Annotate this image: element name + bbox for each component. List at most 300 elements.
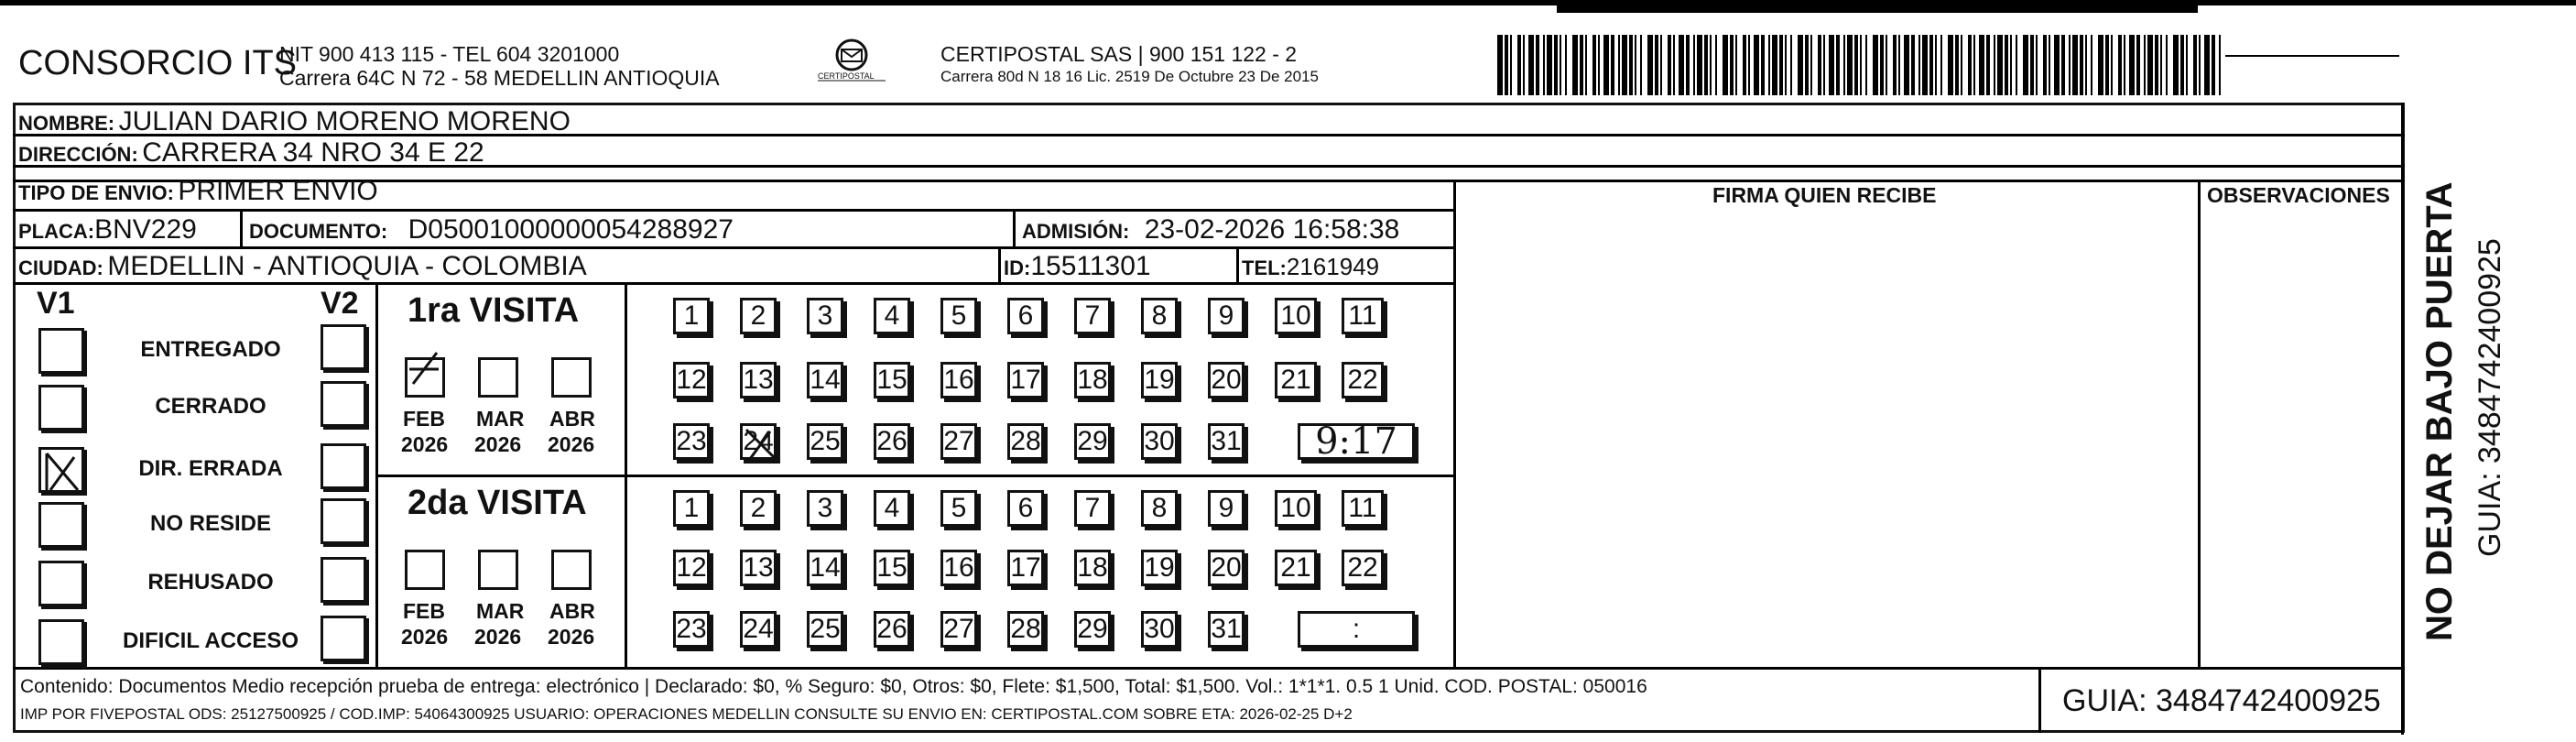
day-cell[interactable] [1074, 550, 1111, 586]
barcode-bar [2010, 35, 2012, 95]
day-cell[interactable] [740, 611, 777, 648]
day-number: 3 [817, 300, 833, 331]
day-cell[interactable] [1141, 490, 1178, 527]
day-cell[interactable] [940, 298, 977, 334]
day-cell[interactable] [1141, 362, 1178, 398]
barcode-bar [1748, 35, 1750, 95]
day-number: 10 [1280, 493, 1311, 523]
document-label: DOCUMENTO: [249, 220, 388, 243]
day-cell[interactable] [673, 362, 710, 398]
day-cell[interactable] [940, 611, 977, 648]
day-cell[interactable] [740, 362, 777, 398]
month-checkbox[interactable] [551, 357, 592, 398]
barcode-bar [1730, 35, 1734, 95]
day-cell[interactable] [1141, 423, 1178, 460]
barcode-bar [1979, 35, 1984, 95]
day-number: 26 [876, 614, 908, 644]
admission-value: 23-02-2026 16:58:38 [1144, 214, 1400, 245]
day-cell[interactable] [807, 490, 843, 527]
day-number: 29 [1077, 426, 1108, 456]
status-label: DIFICIL ACCESO [122, 628, 299, 653]
day-cell[interactable] [807, 550, 843, 586]
day-number: 24 [743, 426, 774, 456]
status-v2-checkbox[interactable] [321, 557, 366, 603]
visit-title: 2da VISITA [408, 484, 587, 522]
barcode-bar [2155, 35, 2158, 95]
day-cell[interactable] [807, 611, 843, 648]
barcode-bar [2193, 35, 2197, 95]
barcode-bar [1598, 35, 1600, 95]
carrier-line1: CERTIPOSTAL SAS | 900 151 122 - 2 [940, 42, 1298, 66]
barcode-bar [2124, 35, 2125, 95]
address-label: DIRECCIÓN: [18, 143, 138, 166]
barcode-bar [1948, 35, 1953, 95]
status-label: NO RESIDE [149, 511, 272, 536]
top-edge-mark [1557, 5, 2198, 13]
visit-time-box[interactable] [1298, 420, 1415, 463]
day-cell[interactable] [874, 423, 910, 460]
barcode-bar [2129, 35, 2135, 95]
day-cell[interactable] [1208, 550, 1245, 586]
day-cell[interactable] [673, 298, 710, 334]
day-cell[interactable] [1007, 611, 1044, 648]
barcode-bar [1798, 35, 1803, 95]
day-number: 29 [1077, 614, 1108, 644]
day-number: 19 [1144, 552, 1175, 583]
day-cell[interactable] [1342, 490, 1384, 527]
day-number: 17 [1010, 365, 1041, 395]
barcode-bar [1886, 35, 1887, 95]
handwritten-x-mark [41, 450, 83, 492]
day-number: 30 [1144, 614, 1175, 644]
barcode-bar [1611, 35, 1614, 95]
day-number: 20 [1211, 365, 1242, 395]
day-number: 15 [876, 552, 908, 583]
visit-time-box[interactable] [1298, 611, 1415, 648]
barcode-bar [2147, 35, 2153, 95]
day-number: 28 [1010, 614, 1041, 644]
day-number: 24 [743, 614, 774, 644]
day-number: 9 [1218, 493, 1234, 523]
day-number: 8 [1151, 493, 1168, 523]
barcode-bar [1973, 35, 1975, 95]
day-cell[interactable] [740, 490, 777, 527]
barcode-bar [1997, 35, 2003, 95]
day-number: 22 [1347, 552, 1378, 583]
month-label: FEB [403, 407, 445, 431]
day-number: 23 [676, 614, 707, 644]
barcode-bar [1961, 35, 1962, 95]
day-cell[interactable] [673, 423, 710, 460]
day-cell[interactable] [940, 490, 977, 527]
barcode-bar [1994, 35, 1995, 95]
v2-header: V2 [321, 286, 359, 321]
status-label: ENTREGADO [140, 337, 281, 362]
barcode-bar [1635, 35, 1636, 95]
day-number: 11 [1348, 300, 1377, 331]
barcode-bar [1543, 35, 1545, 95]
observations-title: OBSERVACIONES [2207, 183, 2390, 207]
day-number: 18 [1077, 365, 1108, 395]
barcode-bar [2204, 35, 2210, 95]
barcode-bar [2080, 35, 2083, 95]
barcode-bar [2166, 35, 2168, 95]
company-address: Carrera 64C N 72 - 58 MEDELLIN ANTIOQUIA [279, 66, 720, 90]
day-cell[interactable] [1074, 423, 1111, 460]
barcode-bar [1940, 35, 1942, 95]
day-number: 16 [943, 552, 974, 583]
barcode-bar [2030, 35, 2034, 95]
day-cell[interactable] [1208, 611, 1245, 648]
barcode-bar [1854, 35, 1858, 95]
barcode-bar [1935, 35, 1937, 95]
barcode-bar [1779, 35, 1783, 95]
barcode-rule [2225, 55, 2399, 57]
month-label: MAR [476, 599, 525, 623]
day-cell[interactable] [874, 298, 910, 334]
day-number: 19 [1144, 365, 1175, 395]
status-label: DIR. ERRADA [138, 456, 283, 481]
status-v1-checkbox[interactable] [38, 619, 84, 665]
status-v1-checkbox[interactable] [38, 447, 84, 493]
day-cell[interactable] [807, 298, 843, 334]
barcode-bar [2005, 35, 2008, 95]
handwritten-check-mark [406, 349, 442, 386]
day-cell[interactable] [1275, 362, 1317, 398]
day-cell[interactable] [673, 550, 710, 586]
barcode-bar [2043, 35, 2047, 95]
tel-label: TEL: [1242, 256, 1287, 279]
recipient-address: CARRERA 34 NRO 34 E 22 [142, 137, 484, 168]
barcode-bar [1743, 35, 1746, 95]
barcode-bar [1904, 35, 1909, 95]
barcode-bar [1585, 35, 1587, 95]
barcode-bar [1629, 35, 1633, 95]
day-number: 7 [1084, 300, 1101, 331]
barcode-bar [1761, 35, 1765, 95]
day-cell[interactable] [1141, 550, 1178, 586]
day-number: 25 [810, 426, 841, 456]
envelope-icon [810, 37, 893, 90]
day-cell[interactable] [673, 490, 710, 527]
day-number: 5 [951, 493, 967, 523]
v1-header: V1 [37, 286, 75, 321]
day-number: 21 [1280, 365, 1311, 395]
day-number: 9 [1218, 300, 1234, 331]
day-cell[interactable] [1141, 611, 1178, 648]
barcode-bar [1572, 35, 1578, 95]
plate-value: BNV229 [94, 214, 197, 245]
month-year: 2026 [474, 432, 522, 456]
day-cell[interactable] [1007, 362, 1044, 398]
barcode-bar [1865, 35, 1867, 95]
company-nit: NIT 900 413 115 - TEL 604 3201000 [279, 42, 620, 66]
status-v2-checkbox[interactable] [321, 381, 366, 427]
day-number: 12 [676, 365, 707, 395]
month-year: 2026 [401, 432, 449, 456]
day-cell[interactable] [1275, 490, 1317, 527]
barcode-bar [1547, 35, 1552, 95]
barcode-bar [1693, 35, 1695, 95]
barcode-bar [1565, 35, 1567, 95]
day-cell[interactable] [1275, 550, 1317, 586]
barcode-bar [1523, 35, 1525, 95]
day-cell[interactable] [1208, 298, 1245, 334]
barcode-bar [1710, 35, 1712, 95]
signature-title: FIRMA QUIEN RECIBE [1712, 183, 1937, 207]
day-cell[interactable] [1342, 362, 1384, 398]
barcode-bar [1785, 35, 1787, 95]
day-number: 18 [1077, 552, 1108, 583]
visit-time: 9:17 [1315, 420, 1397, 463]
barcode-bar [1618, 35, 1620, 95]
admission-label: ADMISIÓN: [1022, 220, 1130, 243]
barcode-bar [1655, 35, 1658, 95]
day-number: 6 [1017, 493, 1034, 523]
handwritten-x-mark [743, 426, 779, 463]
day-number: 27 [943, 426, 974, 456]
barcode-bar [2054, 35, 2060, 95]
day-number: 8 [1151, 300, 1168, 331]
status-label: REHUSADO [147, 570, 274, 595]
barcode-bar [1955, 35, 1959, 95]
barcode-bar [1810, 35, 1812, 95]
status-v1-checkbox[interactable] [38, 502, 84, 548]
barcode-bar [1735, 35, 1737, 95]
day-number: 13 [743, 365, 774, 395]
barcode-bar [1843, 35, 1845, 95]
barcode-bar [1898, 35, 1900, 95]
footer-print-info: IMP POR FIVEPOSTAL ODS: 25127500925 / COD.IMP: 54064300925 USUARIO: OPERACIONES MEDELLIN CONSULTE SU ENVIO EN: CERTIPOSTAL.COM SOBRE ETA: 2026-02-25 D+2 [20, 705, 1353, 723]
day-cell[interactable] [673, 611, 710, 648]
barcode-bar [1823, 35, 1825, 95]
barcode-bar [1754, 35, 1759, 95]
visit-title: 1ra VISITA [408, 291, 580, 330]
day-number: 1 [683, 300, 700, 331]
barcode-bar [2180, 35, 2184, 95]
barcode-bar [2212, 35, 2215, 95]
barcode-bar [1922, 35, 1928, 95]
city-label: CIUDAD: [18, 256, 103, 279]
barcode-bar [2144, 35, 2146, 95]
tel-value: 2161949 [1286, 253, 1380, 280]
day-number: 17 [1010, 552, 1041, 583]
month-checkbox[interactable] [478, 550, 518, 590]
month-year: 2026 [548, 625, 595, 649]
day-number: 28 [1010, 426, 1041, 456]
day-cell[interactable] [1208, 423, 1245, 460]
status-v2-checkbox[interactable] [321, 616, 366, 661]
barcode-bar [1715, 35, 1717, 95]
day-cell[interactable] [1208, 490, 1245, 527]
day-cell[interactable] [1141, 298, 1178, 334]
barcode-bar [1893, 35, 1897, 95]
day-number: 14 [810, 552, 841, 583]
barcode-bar [2186, 35, 2188, 95]
visit-time: : [1352, 614, 1361, 644]
status-v2-checkbox[interactable] [321, 324, 366, 370]
barcode-bar [2085, 35, 2087, 95]
day-cell[interactable] [807, 362, 843, 398]
barcode-bar [1505, 35, 1508, 95]
barcode-bar [1968, 35, 1972, 95]
day-cell[interactable] [1275, 298, 1317, 334]
barcode-bar [2173, 35, 2179, 95]
city-value: MEDELLIN - ANTIOQUIA - COLOMBIA [107, 251, 587, 281]
month-label: ABR [549, 407, 595, 431]
day-cell[interactable] [940, 423, 977, 460]
side-guia: GUIA: 3484742400925 [2473, 238, 2507, 557]
day-cell[interactable] [940, 362, 977, 398]
barcode-bar [2023, 35, 2028, 95]
day-cell[interactable] [1208, 362, 1245, 398]
barcode-bar [1986, 35, 1990, 95]
day-cell[interactable] [807, 423, 843, 460]
day-number: 27 [943, 614, 974, 644]
barcode-bar [2036, 35, 2038, 95]
day-number: 26 [876, 426, 908, 456]
day-cell[interactable] [874, 611, 910, 648]
barcode-bar [1517, 35, 1521, 95]
id-label: ID: [1004, 256, 1031, 279]
day-cell[interactable] [874, 362, 910, 398]
barcode-bar [1660, 35, 1662, 95]
day-number: 31 [1211, 426, 1242, 456]
day-number: 2 [750, 300, 766, 331]
status-v1-checkbox[interactable] [38, 385, 84, 431]
month-checkbox[interactable] [405, 357, 445, 398]
barcode-bar [1668, 35, 1671, 95]
status-label: CERRADO [155, 394, 266, 419]
barcode-bar [1929, 35, 1933, 95]
barcode-bar [1805, 35, 1809, 95]
barcode-bar [2199, 35, 2201, 95]
day-cell[interactable] [1007, 298, 1044, 334]
barcode-bar [1554, 35, 1558, 95]
send-type-value: PRIMER ENVIO [178, 176, 378, 206]
barcode-bar [2219, 35, 2221, 95]
day-number: 1 [683, 493, 700, 523]
day-cell[interactable] [740, 423, 777, 460]
barcode-bar [2072, 35, 2078, 95]
status-v1-checkbox[interactable] [38, 328, 84, 374]
day-number: 7 [1084, 493, 1101, 523]
barcode-bar [1673, 35, 1675, 95]
barcode-bar [1697, 35, 1702, 95]
day-cell[interactable] [940, 550, 977, 586]
footer-guia: GUIA: 3484742400925 [2062, 683, 2381, 718]
barcode-bar [1560, 35, 1561, 95]
barcode-bar [1772, 35, 1777, 95]
day-cell[interactable] [1342, 550, 1384, 586]
barcode-bar [2016, 35, 2017, 95]
barcode-bar [2091, 35, 2092, 95]
barcode-bar [1911, 35, 1915, 95]
logo-label: CERTIPOSTAL [818, 71, 875, 81]
barcode-bar [1640, 35, 1642, 95]
day-number: 15 [876, 365, 908, 395]
day-number: 21 [1280, 552, 1311, 583]
month-checkbox[interactable] [405, 550, 445, 590]
day-number: 13 [743, 552, 774, 583]
day-cell[interactable] [874, 490, 910, 527]
plate-label: PLACA: [18, 220, 95, 243]
recipient-name: JULIAN DARIO MORENO MORENO [118, 106, 571, 136]
barcode-bar [2061, 35, 2065, 95]
barcode-bar [1790, 35, 1792, 95]
day-number: 10 [1280, 300, 1311, 331]
name-label: NOMBRE: [18, 112, 115, 135]
day-cell[interactable] [1074, 298, 1111, 334]
status-v2-checkbox[interactable] [321, 443, 366, 489]
day-number: 12 [676, 552, 707, 583]
barcode-bar [1679, 35, 1684, 95]
barcode-bar [1510, 35, 1512, 95]
barcode-bar [2098, 35, 2103, 95]
month-checkbox[interactable] [551, 550, 592, 590]
barcode-bar [1647, 35, 1653, 95]
day-number: 25 [810, 614, 841, 644]
barcode-bar [1536, 35, 1539, 95]
day-number: 4 [884, 300, 900, 331]
status-v1-checkbox[interactable] [38, 561, 84, 606]
status-v2-checkbox[interactable] [321, 498, 366, 544]
day-cell[interactable] [1074, 490, 1111, 527]
barcode-bar [1873, 35, 1878, 95]
day-number: 20 [1211, 552, 1242, 583]
barcode-bar [2049, 35, 2050, 95]
barcode-bar [1836, 35, 1840, 95]
day-number: 23 [676, 426, 707, 456]
id-value: 15511301 [1030, 251, 1151, 281]
barcode-bar [1818, 35, 1821, 95]
day-number: 14 [810, 365, 841, 395]
certipostal-logo [810, 37, 893, 90]
barcode-bar [1622, 35, 1627, 95]
day-cell[interactable] [874, 550, 910, 586]
month-year: 2026 [401, 625, 449, 649]
company-name: CONSORCIO ITS [18, 44, 298, 82]
day-cell[interactable] [1007, 550, 1044, 586]
day-cell[interactable] [740, 298, 777, 334]
barcode-bar [2118, 35, 2122, 95]
side-notice: NO DEJAR BAJO PUERTA [2419, 181, 2460, 641]
day-cell[interactable] [1007, 490, 1044, 527]
barcode-bar [1918, 35, 1920, 95]
send-type-label: TIPO DE ENVIO: [18, 181, 174, 204]
day-cell[interactable] [1074, 611, 1111, 648]
document-value: D05001000000054288927 [408, 214, 734, 245]
barcode-bar [1686, 35, 1690, 95]
barcode [1497, 35, 2221, 95]
day-cell[interactable] [740, 550, 777, 586]
barcode-bar [2136, 35, 2140, 95]
barcode-bar [1603, 35, 1609, 95]
month-checkbox[interactable] [478, 357, 518, 398]
day-cell[interactable] [1074, 362, 1111, 398]
day-cell[interactable] [1007, 423, 1044, 460]
barcode-bar [2069, 35, 2071, 95]
barcode-bar [1829, 35, 1834, 95]
barcode-bar [1580, 35, 1583, 95]
month-label: ABR [549, 599, 595, 623]
barcode-bar [2105, 35, 2109, 95]
barcode-bar [1704, 35, 1708, 95]
barcode-bar [1768, 35, 1770, 95]
day-cell[interactable] [1342, 298, 1384, 334]
day-number: 31 [1211, 614, 1242, 644]
day-number: 22 [1347, 365, 1378, 395]
